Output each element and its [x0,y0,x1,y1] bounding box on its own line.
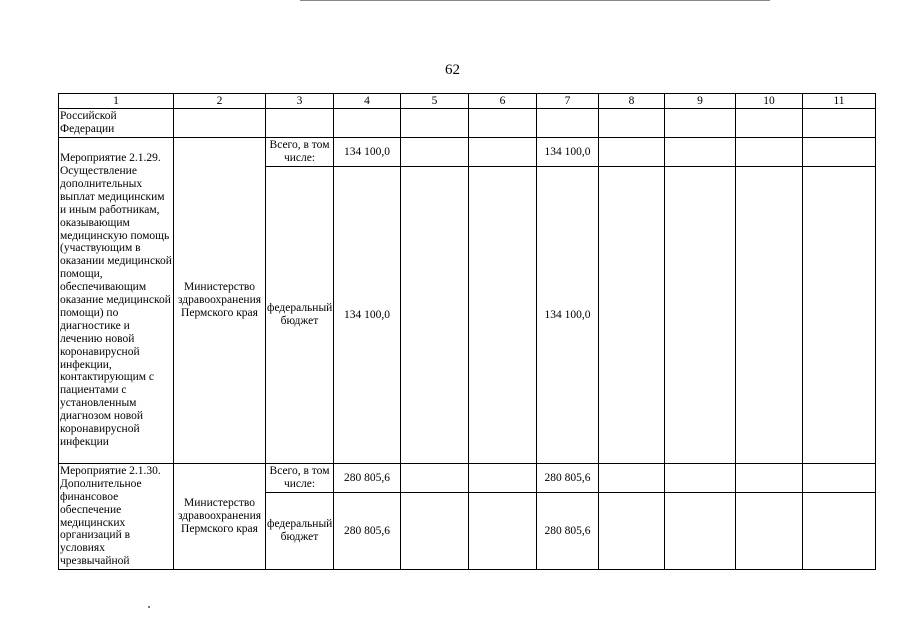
executor-cell: Министерство здравоохранения Пермского края [174,138,266,464]
empty-cell [537,109,599,138]
funding-source: федеральный бюджет [266,493,334,570]
column-header: 2 [174,94,266,109]
amount-cell [469,464,537,493]
page-number: 62 [445,62,460,78]
amount-cell [401,167,469,464]
amount-cell [736,167,803,464]
amount-cell: 134 100,0 [537,167,599,464]
amount-cell [736,138,803,167]
amount-cell [599,493,665,570]
empty-cell [665,109,736,138]
empty-cell [469,109,537,138]
measure-name: Российской Федерации [59,109,174,138]
table-row [59,138,876,167]
amount-cell [736,464,803,493]
measure-name: Мероприятие 2.1.30. Дополнительное финансовое обеспечение медицинских организаций в условиях чрезвычайной [59,464,174,570]
column-header: 3 [266,94,334,109]
amount-cell [401,464,469,493]
amount-cell [803,493,876,570]
top-rule [300,0,770,1]
empty-cell [334,109,401,138]
amount-cell [599,464,665,493]
measure-name: Мероприятие 2.1.29. Осуществление дополнительных выплат медицинским и иным работникам, оказывающим медицинскую помощь (участвующим в оказании медицинской помощи, обеспечивающим оказание медицинской помощи) по диагностике и лечению новой коронавирусной инфекции, контактирующим с пациентами с установленным диагнозом новой коронавирусной инфекции [59,138,174,464]
amount-cell [803,464,876,493]
funding-source: Всего, в том числе: [266,138,334,167]
amount-cell [469,493,537,570]
amount-cell [665,167,736,464]
column-header: 4 [334,94,401,109]
column-number-row [59,94,876,109]
table-row [59,109,876,138]
column-header: 10 [736,94,803,109]
amount-cell [599,167,665,464]
amount-cell [469,138,537,167]
amount-cell: 134 100,0 [334,167,401,464]
empty-cell [599,109,665,138]
column-header: 1 [59,94,174,109]
column-header: 8 [599,94,665,109]
table-row [59,464,876,493]
funding-source: Всего, в том числе: [266,464,334,493]
column-header: 9 [665,94,736,109]
column-header: 11 [803,94,876,109]
executor-cell: Министерство здравоохранения Пермского края [174,464,266,570]
amount-cell [665,493,736,570]
empty-cell [401,109,469,138]
amount-cell: 280 805,6 [537,493,599,570]
column-header: 5 [401,94,469,109]
column-header: 7 [537,94,599,109]
empty-cell [736,109,803,138]
amount-cell: 280 805,6 [334,493,401,570]
amount-cell: 134 100,0 [334,138,401,167]
amount-cell [803,138,876,167]
amount-cell: 280 805,6 [334,464,401,493]
amount-cell [401,493,469,570]
amount-cell [665,138,736,167]
amount-cell [803,167,876,464]
empty-cell [266,109,334,138]
budget-table [58,93,876,570]
amount-cell [736,493,803,570]
amount-cell [469,167,537,464]
empty-cell [803,109,876,138]
funding-source: федеральный бюджет [266,167,334,464]
amount-cell [401,138,469,167]
amount-cell: 134 100,0 [537,138,599,167]
amount-cell [665,464,736,493]
executor-cell [174,109,266,138]
amount-cell [599,138,665,167]
amount-cell: 280 805,6 [537,464,599,493]
column-header: 6 [469,94,537,109]
scan-speck [148,606,150,608]
